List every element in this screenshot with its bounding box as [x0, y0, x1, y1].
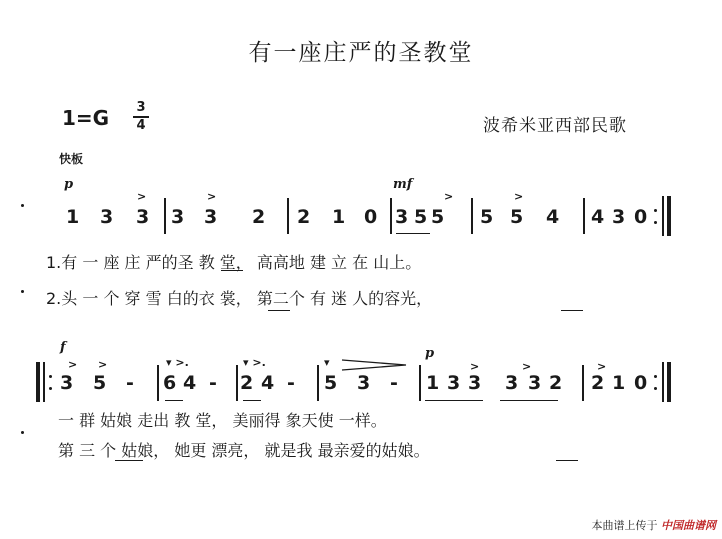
repeat-dot	[654, 387, 657, 390]
key-signature: 1=G	[62, 106, 110, 130]
note: 5	[324, 372, 338, 394]
lyric-line-2: 第 三 个 姑娘， 她更 漂亮， 就是我 最亲爱的姑娘。	[58, 441, 430, 460]
accent-mark: >	[522, 360, 532, 373]
note: 4	[546, 206, 560, 228]
accent-mark: >	[68, 358, 78, 371]
barline	[390, 198, 392, 234]
barline	[164, 198, 166, 234]
note: 4	[183, 372, 197, 394]
accent-mark: ▾ >.	[243, 356, 266, 369]
note: 3	[171, 206, 185, 228]
barline	[582, 365, 584, 401]
note: 1	[612, 372, 626, 394]
footer-text: 本曲谱上传于	[591, 519, 658, 532]
lyric-underline	[556, 460, 578, 461]
dynamic-f: f	[60, 340, 66, 355]
lyric-underline	[221, 270, 243, 271]
note: 3	[136, 206, 150, 228]
note: 6	[163, 372, 177, 394]
repeat-dot	[654, 221, 657, 224]
accent-mark: ▾ >.	[166, 356, 189, 369]
margin-dot	[21, 431, 24, 434]
note: 0	[364, 206, 378, 228]
note: 2	[240, 372, 254, 394]
note: 3	[528, 372, 542, 394]
underline	[243, 400, 261, 401]
note: 3	[505, 372, 519, 394]
repeat-dot	[654, 209, 657, 212]
note: 2	[297, 206, 311, 228]
underline	[425, 400, 483, 401]
note: 5	[510, 206, 524, 228]
repeat-end-thick	[667, 196, 671, 236]
repeat-end-thick	[667, 362, 671, 402]
barline	[471, 198, 473, 234]
accent-mark: >	[98, 358, 108, 371]
dynamic-mf: mf	[393, 177, 413, 192]
note: 3	[204, 206, 218, 228]
note: -	[390, 372, 398, 394]
note: 1	[426, 372, 440, 394]
site-logo[interactable]: 中国曲谱网	[661, 519, 716, 532]
margin-dot	[21, 204, 24, 207]
time-signature-bottom: 4	[136, 118, 146, 133]
barline	[583, 198, 585, 234]
accent-mark: >	[444, 190, 454, 203]
dynamic-p: p	[64, 177, 74, 192]
barline	[317, 365, 319, 401]
time-signature-top: 3	[136, 100, 146, 115]
page-title: 有一座庄严的圣教堂	[248, 40, 474, 66]
note: 2	[591, 372, 605, 394]
lyric-underline	[268, 310, 290, 311]
accent-mark: >	[470, 360, 480, 373]
time-signature	[133, 101, 149, 133]
lyric-line-2: 2.头 一 个 穿 雪 白的衣 裳， 第二个 有 迷 人的容光，	[46, 289, 433, 308]
accent-mark: >	[137, 190, 147, 203]
note: 3	[468, 372, 482, 394]
barline	[287, 198, 289, 234]
dynamic-p: p	[425, 346, 435, 361]
note: 1	[332, 206, 346, 228]
lyric-line-1: 一 群 姑娘 走出 教 堂， 美丽得 象天使 一样。	[58, 411, 387, 430]
lyric-underline	[115, 460, 143, 461]
note: 3	[100, 206, 114, 228]
barline	[236, 365, 238, 401]
note: -	[126, 372, 134, 394]
note: 3	[60, 372, 74, 394]
accent-mark: >	[514, 190, 524, 203]
note: 3	[357, 372, 371, 394]
note: -	[209, 372, 217, 394]
note: 5	[480, 206, 494, 228]
footer	[592, 517, 717, 533]
underline	[165, 400, 183, 401]
repeat-dot	[654, 375, 657, 378]
barline	[419, 365, 421, 401]
margin-dot	[21, 290, 24, 293]
note: 5	[93, 372, 107, 394]
repeat-dot	[49, 387, 52, 390]
note: 4	[591, 206, 605, 228]
lyric-underline	[561, 310, 583, 311]
repeat-dot	[49, 375, 52, 378]
note: 0	[634, 372, 648, 394]
accent-mark: >	[207, 190, 217, 203]
note: 2	[549, 372, 563, 394]
tempo-marking: 快板	[59, 152, 84, 166]
underline	[500, 400, 558, 401]
repeat-start-thin	[43, 362, 45, 402]
note: 3	[612, 206, 626, 228]
note: 3	[395, 206, 409, 228]
note: 4	[261, 372, 275, 394]
underline	[396, 233, 430, 234]
song-source: 波希米亚西部民歌	[483, 116, 627, 136]
repeat-start-thick	[36, 362, 40, 402]
lyric-line-1: 1.有 一 座 庄 严的圣 教 堂， 高高地 建 立 在 山上。	[46, 253, 422, 272]
note: 5	[431, 206, 445, 228]
note: 5	[414, 206, 428, 228]
note: -	[287, 372, 295, 394]
note: 2	[252, 206, 266, 228]
repeat-end-thin	[662, 362, 664, 402]
note: 0	[634, 206, 648, 228]
barline	[157, 365, 159, 401]
repeat-end-thin	[662, 196, 664, 236]
accent-mark: >	[597, 360, 607, 373]
note: 1	[66, 206, 80, 228]
note: 3	[447, 372, 461, 394]
accent-mark: ▾	[324, 356, 330, 369]
